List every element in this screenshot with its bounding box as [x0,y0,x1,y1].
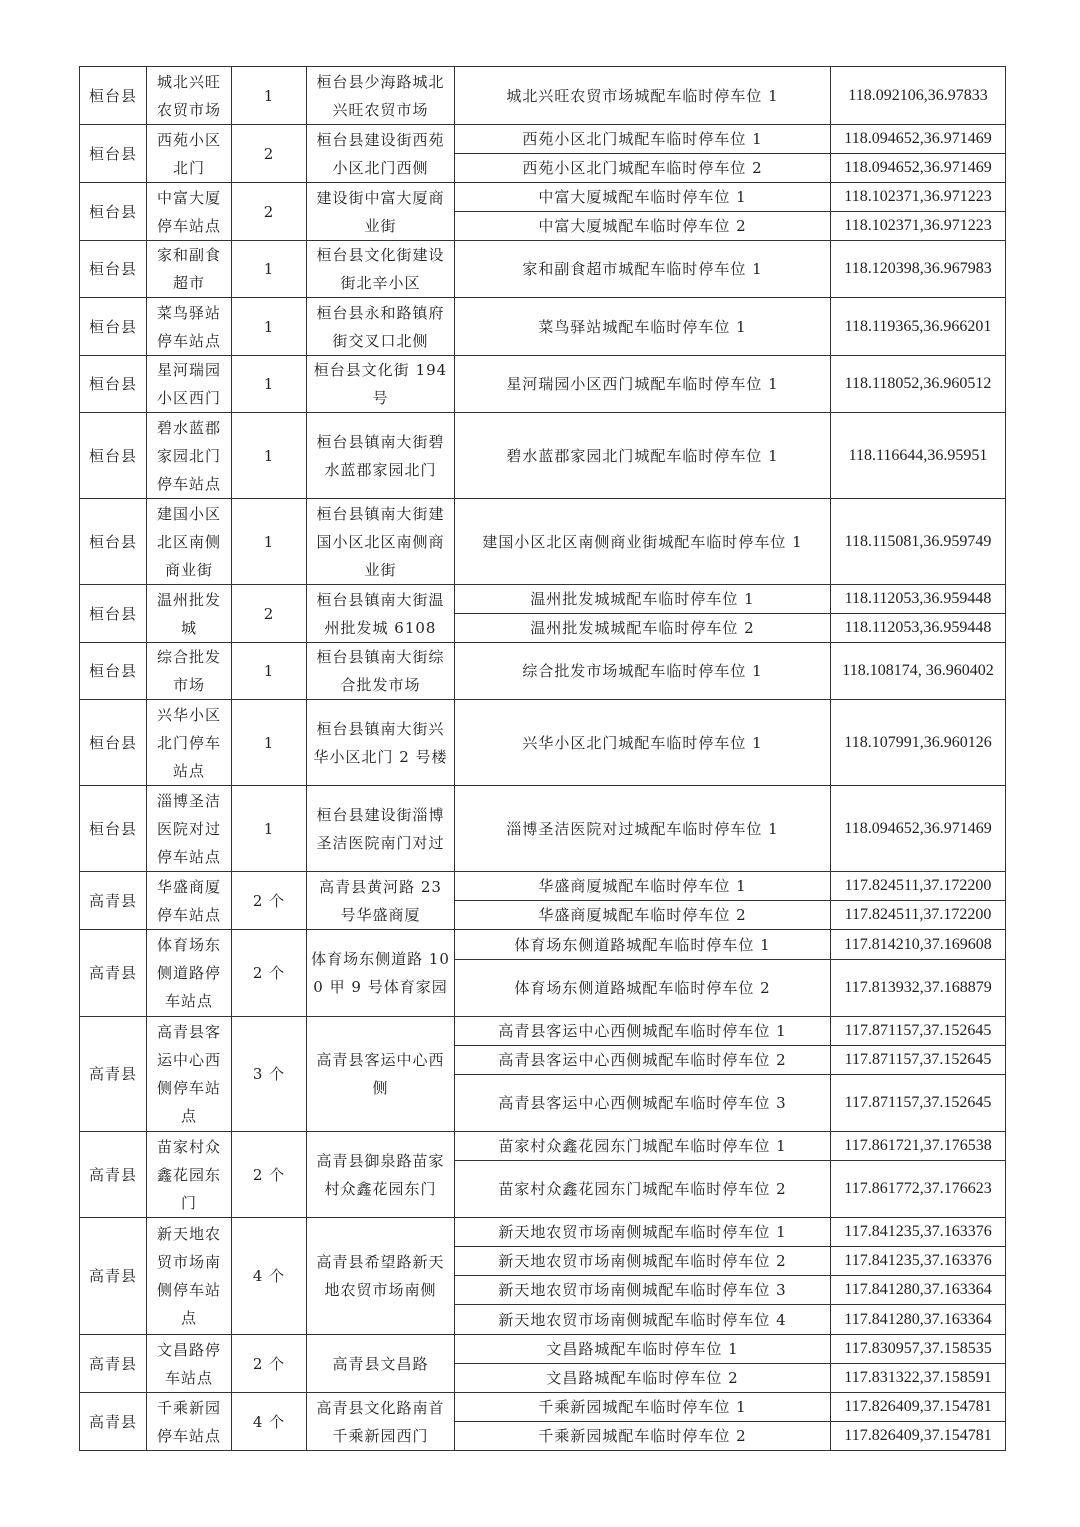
address-cell: 桓台县镇南大街碧水蓝郡家园北门 [307,413,455,499]
county-cell: 高青县 [80,1335,147,1393]
site-cell: 高青县客运中心西侧停车站点 [147,1017,232,1132]
county-cell: 高青县 [80,1393,147,1451]
coordinate-cell: 118.094652,36.971469 [831,154,1006,183]
coordinate-cell: 117.813932,37.168879 [831,960,1006,1017]
coordinate-cell: 117.826409,37.154781 [831,1422,1006,1451]
count-cell: 3 个 [232,1017,307,1132]
site-cell: 温州批发城 [147,585,232,643]
spot-name-cell: 新天地农贸市场南侧城配车临时停车位 1 [455,1218,831,1247]
table-row [80,499,1006,585]
table-row [80,1218,1006,1247]
spot-name-cell: 千乘新园城配车临时停车位 2 [455,1422,831,1451]
count-cell: 2 个 [232,872,307,930]
address-cell: 桓台县镇南大街综合批发市场 [307,643,455,700]
spot-name-cell: 西苑小区北门城配车临时停车位 1 [455,125,831,154]
table-row [80,585,1006,614]
coordinate-cell: 118.102371,36.971223 [831,183,1006,212]
spot-name-cell: 文昌路城配车临时停车位 1 [455,1335,831,1364]
county-cell: 高青县 [80,1132,147,1218]
site-cell: 苗家村众鑫花园东门 [147,1132,232,1218]
county-cell: 高青县 [80,1218,147,1335]
site-cell: 文昌路停车站点 [147,1335,232,1393]
address-cell: 桓台县建设街西苑小区北门西侧 [307,125,455,183]
count-cell: 4 个 [232,1218,307,1335]
parking-spot-table [79,66,1006,1451]
table-row [80,872,1006,901]
address-cell: 桓台县文化街 194 号 [307,356,455,413]
coordinate-cell: 118.112053,36.959448 [831,614,1006,643]
site-cell: 菜鸟驿站停车站点 [147,298,232,356]
address-cell: 高青县黄河路 23 号华盛商厦 [307,872,455,930]
spot-name-cell: 华盛商厦城配车临时停车位 1 [455,872,831,901]
address-cell: 高青县文昌路 [307,1335,455,1393]
coordinate-cell: 117.841280,37.163364 [831,1305,1006,1335]
spot-name-cell: 家和副食超市城配车临时停车位 1 [455,241,831,298]
coordinate-cell: 117.831322,37.158591 [831,1364,1006,1393]
count-cell: 2 [232,125,307,183]
spot-name-cell: 新天地农贸市场南侧城配车临时停车位 4 [455,1305,831,1335]
coordinate-cell: 117.841235,37.163376 [831,1218,1006,1247]
site-cell: 碧水蓝郡家园北门停车站点 [147,413,232,499]
spot-name-cell: 高青县客运中心西侧城配车临时停车位 1 [455,1017,831,1046]
county-cell: 高青县 [80,1017,147,1132]
site-cell: 城北兴旺农贸市场 [147,67,232,125]
coordinate-cell: 117.830957,37.158535 [831,1335,1006,1364]
site-cell: 星河瑞园小区西门 [147,356,232,413]
count-cell: 2 个 [232,930,307,1017]
county-cell: 桓台县 [80,643,147,700]
spot-name-cell: 建国小区北区南侧商业街城配车临时停车位 1 [455,499,831,585]
address-cell: 桓台县镇南大街温州批发城 6108 [307,585,455,643]
county-cell: 桓台县 [80,356,147,413]
spot-name-cell: 千乘新园城配车临时停车位 1 [455,1393,831,1422]
table-row [80,298,1006,356]
spot-name-cell: 星河瑞园小区西门城配车临时停车位 1 [455,356,831,413]
coordinate-cell: 117.871157,37.152645 [831,1017,1006,1046]
spot-name-cell: 华盛商厦城配车临时停车位 2 [455,901,831,930]
count-cell: 1 [232,298,307,356]
count-cell: 2 [232,585,307,643]
coordinate-cell: 117.841280,37.163364 [831,1276,1006,1305]
count-cell: 1 [232,786,307,872]
spot-name-cell: 综合批发市场城配车临时停车位 1 [455,643,831,700]
county-cell: 桓台县 [80,67,147,125]
coordinate-cell: 118.120398,36.967983 [831,241,1006,298]
coordinate-cell: 117.826409,37.154781 [831,1393,1006,1422]
coordinate-cell: 118.119365,36.966201 [831,298,1006,356]
count-cell: 1 [232,700,307,786]
spot-name-cell: 碧水蓝郡家园北门城配车临时停车位 1 [455,413,831,499]
spot-name-cell: 兴华小区北门城配车临时停车位 1 [455,700,831,786]
address-cell: 桓台县建设街淄博圣洁医院南门对过 [307,786,455,872]
table-row [80,1017,1006,1046]
site-cell: 中富大厦停车站点 [147,183,232,241]
table-row [80,930,1006,960]
spot-name-cell: 高青县客运中心西侧城配车临时停车位 2 [455,1046,831,1075]
count-cell: 1 [232,356,307,413]
spot-name-cell: 中富大厦城配车临时停车位 2 [455,212,831,241]
site-cell: 体育场东侧道路停车站点 [147,930,232,1017]
site-cell: 新天地农贸市场南侧停车站点 [147,1218,232,1335]
address-cell: 高青县客运中心西侧 [307,1017,455,1132]
table-row [80,413,1006,499]
county-cell: 桓台县 [80,499,147,585]
table-row [80,1393,1006,1422]
count-cell: 2 个 [232,1132,307,1218]
address-cell: 高青县御泉路苗家村众鑫花园东门 [307,1132,455,1218]
spot-name-cell: 温州批发城城配车临时停车位 1 [455,585,831,614]
coordinate-cell: 118.102371,36.971223 [831,212,1006,241]
county-cell: 桓台县 [80,125,147,183]
address-cell: 体育场东侧道路 100 甲 9 号体育家园 [307,930,455,1017]
site-cell: 综合批发市场 [147,643,232,700]
spot-name-cell: 体育场东侧道路城配车临时停车位 1 [455,930,831,960]
table-row [80,125,1006,154]
spot-name-cell: 城北兴旺农贸市场城配车临时停车位 1 [455,67,831,125]
county-cell: 桓台县 [80,585,147,643]
count-cell: 1 [232,643,307,700]
count-cell: 1 [232,413,307,499]
coordinate-cell: 117.871157,37.152645 [831,1046,1006,1075]
site-cell: 建国小区北区南侧商业街 [147,499,232,585]
spot-name-cell: 文昌路城配车临时停车位 2 [455,1364,831,1393]
coordinate-cell: 117.824511,37.172200 [831,872,1006,901]
table-row [80,1335,1006,1364]
count-cell: 1 [232,67,307,125]
spot-name-cell: 中富大厦城配车临时停车位 1 [455,183,831,212]
county-cell: 桓台县 [80,241,147,298]
coordinate-cell: 118.108174, 36.960402 [831,643,1006,700]
site-cell: 华盛商厦停车站点 [147,872,232,930]
county-cell: 高青县 [80,872,147,930]
count-cell: 1 [232,241,307,298]
table-row [80,700,1006,786]
address-cell: 桓台县镇南大街兴华小区北门 2 号楼 [307,700,455,786]
coordinate-cell: 118.118052,36.960512 [831,356,1006,413]
coordinate-cell: 117.824511,37.172200 [831,901,1006,930]
site-cell: 淄博圣洁医院对过停车站点 [147,786,232,872]
address-cell: 桓台县文化街建设街北辛小区 [307,241,455,298]
county-cell: 桓台县 [80,298,147,356]
spot-name-cell: 新天地农贸市场南侧城配车临时停车位 2 [455,1247,831,1276]
address-cell: 桓台县镇南大街建国小区北区南侧商业街 [307,499,455,585]
county-cell: 桓台县 [80,183,147,241]
coordinate-cell: 118.115081,36.959749 [831,499,1006,585]
site-cell: 兴华小区北门停车站点 [147,700,232,786]
coordinate-cell: 118.092106,36.97833 [831,67,1006,125]
count-cell: 2 [232,183,307,241]
spot-name-cell: 新天地农贸市场南侧城配车临时停车位 3 [455,1276,831,1305]
address-cell: 桓台县永和路镇府街交叉口北侧 [307,298,455,356]
spot-name-cell: 体育场东侧道路城配车临时停车位 2 [455,960,831,1017]
address-cell: 高青县希望路新天地农贸市场南侧 [307,1218,455,1335]
coordinate-cell: 117.814210,37.169608 [831,930,1006,960]
coordinate-cell: 117.841235,37.163376 [831,1247,1006,1276]
table-row [80,786,1006,872]
table-row [80,183,1006,212]
site-cell: 西苑小区北门 [147,125,232,183]
spot-name-cell: 高青县客运中心西侧城配车临时停车位 3 [455,1075,831,1132]
spot-name-cell: 苗家村众鑫花园东门城配车临时停车位 2 [455,1161,831,1218]
county-cell: 桓台县 [80,413,147,499]
spot-name-cell: 菜鸟驿站城配车临时停车位 1 [455,298,831,356]
spot-name-cell: 西苑小区北门城配车临时停车位 2 [455,154,831,183]
count-cell: 2 个 [232,1335,307,1393]
coordinate-cell: 118.116644,36.95951 [831,413,1006,499]
table-row [80,67,1006,125]
table-row [80,356,1006,413]
coordinate-cell: 118.112053,36.959448 [831,585,1006,614]
coordinate-cell: 118.094652,36.971469 [831,786,1006,872]
table-row [80,643,1006,700]
table-row [80,241,1006,298]
county-cell: 桓台县 [80,700,147,786]
coordinate-cell: 118.107991,36.960126 [831,700,1006,786]
table-row [80,1132,1006,1161]
spot-name-cell: 淄博圣洁医院对过城配车临时停车位 1 [455,786,831,872]
county-cell: 桓台县 [80,786,147,872]
address-cell: 高青县文化路南首千乘新园西门 [307,1393,455,1451]
address-cell: 建设街中富大厦商业街 [307,183,455,241]
coordinate-cell: 117.861772,37.176623 [831,1161,1006,1218]
site-cell: 千乘新园停车站点 [147,1393,232,1451]
coordinate-cell: 117.861721,37.176538 [831,1132,1006,1161]
count-cell: 4 个 [232,1393,307,1451]
address-cell: 桓台县少海路城北兴旺农贸市场 [307,67,455,125]
count-cell: 1 [232,499,307,585]
spot-name-cell: 温州批发城城配车临时停车位 2 [455,614,831,643]
spot-name-cell: 苗家村众鑫花园东门城配车临时停车位 1 [455,1132,831,1161]
coordinate-cell: 117.871157,37.152645 [831,1075,1006,1132]
coordinate-cell: 118.094652,36.971469 [831,125,1006,154]
county-cell: 高青县 [80,930,147,1017]
site-cell: 家和副食超市 [147,241,232,298]
